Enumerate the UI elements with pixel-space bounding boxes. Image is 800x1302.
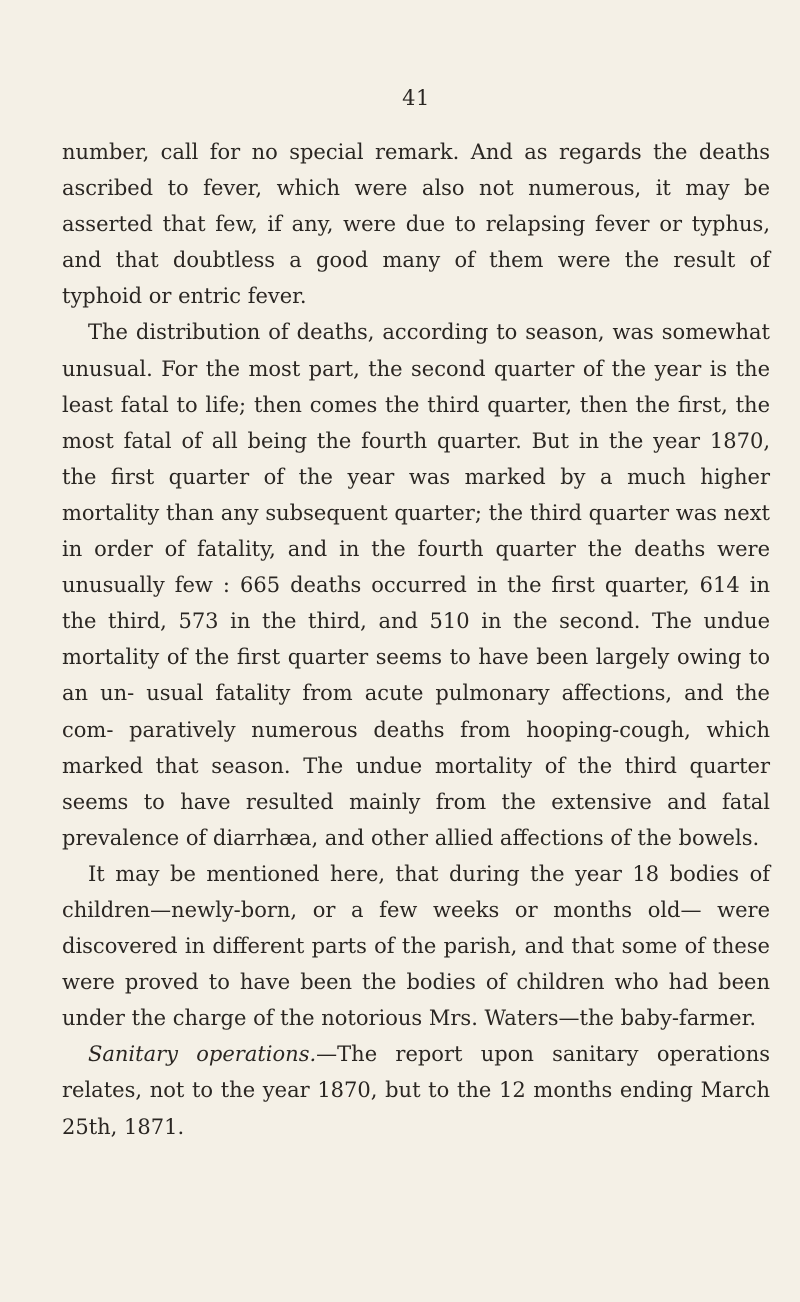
section-heading-sanitary-operations: Sanitary operations. <box>88 1042 317 1067</box>
paragraph-seasonal-distribution: The distribution of deaths, according to season, was somewhat unusual. For the most part, the second quarter of the year is the least fatal to life; then comes the third quarter, then the first, the most fatal of all being the fourth quarter. But in the year 1870, the first quarter of the year was marked by a much higher mortality than any subsequent quarter; the third quarter was next in order of fatality, and in the fourth quarter the deaths were unusually few : 665 deaths occurred in the first quarter, 614 in the third, 573 in the third, and 510 in the second. The undue mortality of the first quarter seems to have been largely owing to an un- usual fatality from acute pulmonary affections, and the com- paratively numerous deaths from hooping-cough, which marked that season. The undue mortality of the third quarter seems to have resulted mainly from the extensive and fatal prevalence of diarrhæa, and other allied affections of the bowels. <box>62 320 770 850</box>
sanitary-operations-text: —The report upon sanitary operations relates, not to the year 1870, but to the 12 months ending March 25th, 1871. <box>62 1042 770 1139</box>
page-number: 41 <box>402 86 430 110</box>
paragraph-children-bodies: It may be mentioned here, that during the year 18 bodies of children—newly-born, or a few weeks or months old— were discovered in different parts of the parish, and that some of these were proved to have been the bodies of children who had been under the charge of the notorious Mrs. Waters—the baby-farmer. <box>62 861 770 1031</box>
paragraph-fever-deaths: number, call for no special remark. And as regards the deaths ascribed to fever, which were also not numerous, it may be asserted that few, if any, were due to relapsing fever or typhus, and that doubtless a good many of them were the result of typhoid or entric fever. <box>62 140 770 309</box>
document-page <box>62 80 770 1145</box>
paragraph-sanitary-operations <box>62 1036 770 1144</box>
